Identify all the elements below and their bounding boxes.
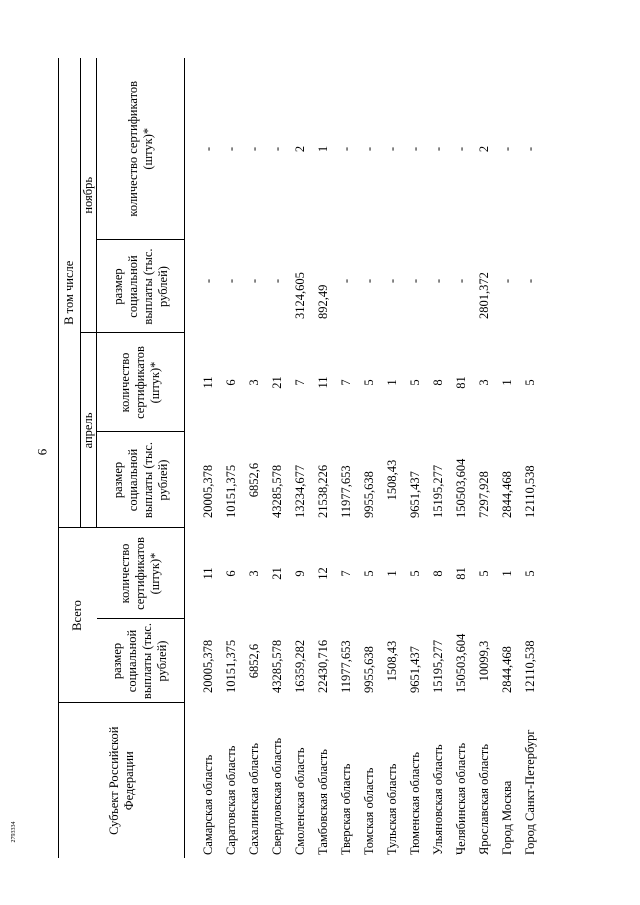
april-payment: 15195,277	[431, 464, 445, 518]
november-count: -	[201, 146, 215, 152]
region-name: Ульяновская область	[431, 744, 445, 855]
total-count: 12	[316, 567, 330, 580]
november-payment: 3124,605	[293, 272, 307, 319]
region-name: Сахалинская область	[247, 743, 261, 855]
november-header: ноябрь	[81, 58, 97, 333]
total-payment: 9955,638	[362, 646, 376, 693]
november-payment: 892,49	[316, 284, 330, 319]
region-name: Город Санкт-Петербург	[523, 729, 537, 855]
total-payment: 2844,468	[500, 646, 514, 693]
november-count: -	[385, 146, 399, 152]
table-row	[427, 58, 450, 858]
april-payment: 7297,928	[477, 471, 491, 518]
november-payment: -	[339, 278, 353, 284]
payments-table	[58, 58, 542, 858]
region-name: Ярославская область	[477, 744, 491, 855]
table-row	[358, 58, 381, 858]
april-count: 5	[362, 379, 376, 386]
november-count: -	[270, 146, 284, 152]
region-name: Город Москва	[500, 780, 514, 855]
april-payment: 12110,538	[523, 465, 537, 518]
total-count: 81	[454, 567, 468, 580]
april-payment: 21538,226	[316, 464, 330, 518]
november-payment: -	[270, 278, 284, 284]
total-payment: 6852,6	[247, 643, 261, 679]
april-count: 5	[523, 379, 537, 386]
april-payment: 9955,638	[362, 471, 376, 518]
region-name: Самарская область	[201, 754, 215, 855]
table-row	[312, 58, 335, 858]
table-row	[381, 58, 404, 858]
total-payment: 15195,277	[431, 639, 445, 693]
november-count: 2	[293, 145, 307, 153]
november-count-header: количество сертификатов (штук)*	[97, 58, 185, 240]
total-count: 6	[224, 570, 238, 577]
november-count: 2	[477, 145, 491, 153]
region-name: Тамбовская область	[316, 749, 330, 855]
total-count: 8	[431, 570, 445, 577]
november-payment: -	[408, 278, 422, 284]
november-payment: -	[523, 278, 537, 284]
total-payment: 1508,43	[385, 640, 399, 682]
total-count: 21	[270, 567, 284, 580]
april-payment: 20005,378	[201, 464, 215, 518]
table-row	[220, 58, 243, 858]
november-count: -	[362, 146, 376, 152]
total-count: 1	[385, 570, 399, 577]
april-payment: 6852,6	[247, 462, 261, 498]
april-payment: 150503,604	[454, 458, 468, 518]
region-name: Тюменская область	[408, 752, 422, 855]
total-count: 9	[293, 570, 307, 577]
april-payment: 43285,578	[270, 464, 284, 518]
april-payment: 11977,653	[339, 465, 353, 518]
april-count: 11	[316, 376, 330, 389]
region-name: Свердловская область	[270, 737, 284, 855]
november-count: -	[500, 146, 514, 152]
november-payment-header: размер социальной выплаты (тыс. рублей)	[97, 240, 185, 333]
november-count: -	[408, 146, 422, 152]
april-count: 1	[500, 379, 514, 386]
november-payment: -	[385, 278, 399, 284]
april-payment: 1508,43	[385, 459, 399, 501]
april-count-header: количество сертификатов (штук)*	[97, 333, 185, 432]
region-name: Челябинская область	[454, 742, 468, 855]
november-count: -	[224, 146, 238, 152]
november-payment: -	[224, 278, 238, 284]
april-payment-header: размер социальной выплаты (тыс. рублей)	[97, 432, 185, 528]
november-payment: -	[454, 278, 468, 284]
april-payment: 13234,677	[293, 464, 307, 518]
rotated-sheet	[58, 58, 538, 858]
total-count: 11	[201, 567, 215, 580]
april-count: 11	[201, 376, 215, 389]
total-count: 1	[500, 570, 514, 577]
november-count: -	[431, 146, 445, 152]
total-payment: 20005,378	[201, 639, 215, 693]
total-payment: 43285,578	[270, 639, 284, 693]
april-count: 5	[408, 379, 422, 386]
april-count: 8	[431, 379, 445, 386]
total-count-header: количество сертификатов (штук)*	[97, 528, 185, 619]
april-payment: 2844,468	[500, 471, 514, 518]
table-row	[266, 58, 289, 858]
page-number: 9	[35, 448, 50, 456]
total-count: 5	[362, 570, 376, 577]
april-count: 3	[477, 379, 491, 386]
total-payment: 10099,3	[477, 640, 491, 682]
november-count: -	[339, 146, 353, 152]
total-count: 7	[339, 570, 353, 577]
total-payment: 16359,282	[293, 639, 307, 693]
table-row	[496, 58, 519, 858]
total-count: 5	[408, 570, 422, 577]
april-count: 7	[339, 379, 353, 386]
november-payment: -	[247, 278, 261, 284]
november-payment: -	[201, 278, 215, 284]
november-payment: -	[500, 278, 514, 284]
table-row	[243, 58, 266, 858]
april-payment: 10151,375	[224, 464, 238, 518]
april-payment: 9651,437	[408, 471, 422, 518]
total-payment: 150503,604	[454, 633, 468, 693]
april-count: 21	[270, 376, 284, 389]
total-payment-header: размер социальной выплаты (тыс. рублей)	[97, 619, 185, 703]
november-payment: -	[362, 278, 376, 284]
april-count: 6	[224, 379, 238, 386]
total-count: 5	[477, 570, 491, 577]
total-payment: 22430,716	[316, 639, 330, 693]
table-row	[450, 58, 473, 858]
table-row	[289, 58, 312, 858]
table-row	[473, 58, 496, 858]
region-name: Тверская область	[339, 763, 353, 855]
april-count: 7	[293, 379, 307, 386]
total-header: Всего	[59, 528, 97, 703]
table-row	[404, 58, 427, 858]
november-count: -	[454, 146, 468, 152]
region-name: Смоленская область	[293, 747, 307, 855]
november-count: -	[247, 146, 261, 152]
table-row	[519, 58, 542, 858]
april-count: 1	[385, 379, 399, 386]
table-row	[185, 58, 221, 858]
subject-header: Субъект Российской Федерации	[59, 703, 185, 858]
table-row	[335, 58, 358, 858]
total-payment: 10151,375	[224, 639, 238, 693]
including-header: В том числе	[59, 58, 81, 528]
november-payment: -	[431, 278, 445, 284]
april-count: 3	[247, 379, 261, 386]
november-count: -	[523, 146, 537, 152]
november-payment: 2801,372	[477, 272, 491, 319]
total-payment: 12110,538	[523, 640, 537, 693]
document-code: 2793334	[11, 821, 17, 843]
region-name: Саратовская область	[224, 745, 238, 855]
april-count: 81	[454, 376, 468, 389]
april-header: апрель	[81, 333, 97, 528]
region-name: Тульская область	[385, 763, 399, 855]
total-payment: 9651,437	[408, 646, 422, 693]
november-count: 1	[316, 145, 330, 153]
total-payment: 11977,653	[339, 640, 353, 693]
total-count: 5	[523, 570, 537, 577]
total-count: 3	[247, 570, 261, 577]
region-name: Томская область	[362, 767, 376, 855]
